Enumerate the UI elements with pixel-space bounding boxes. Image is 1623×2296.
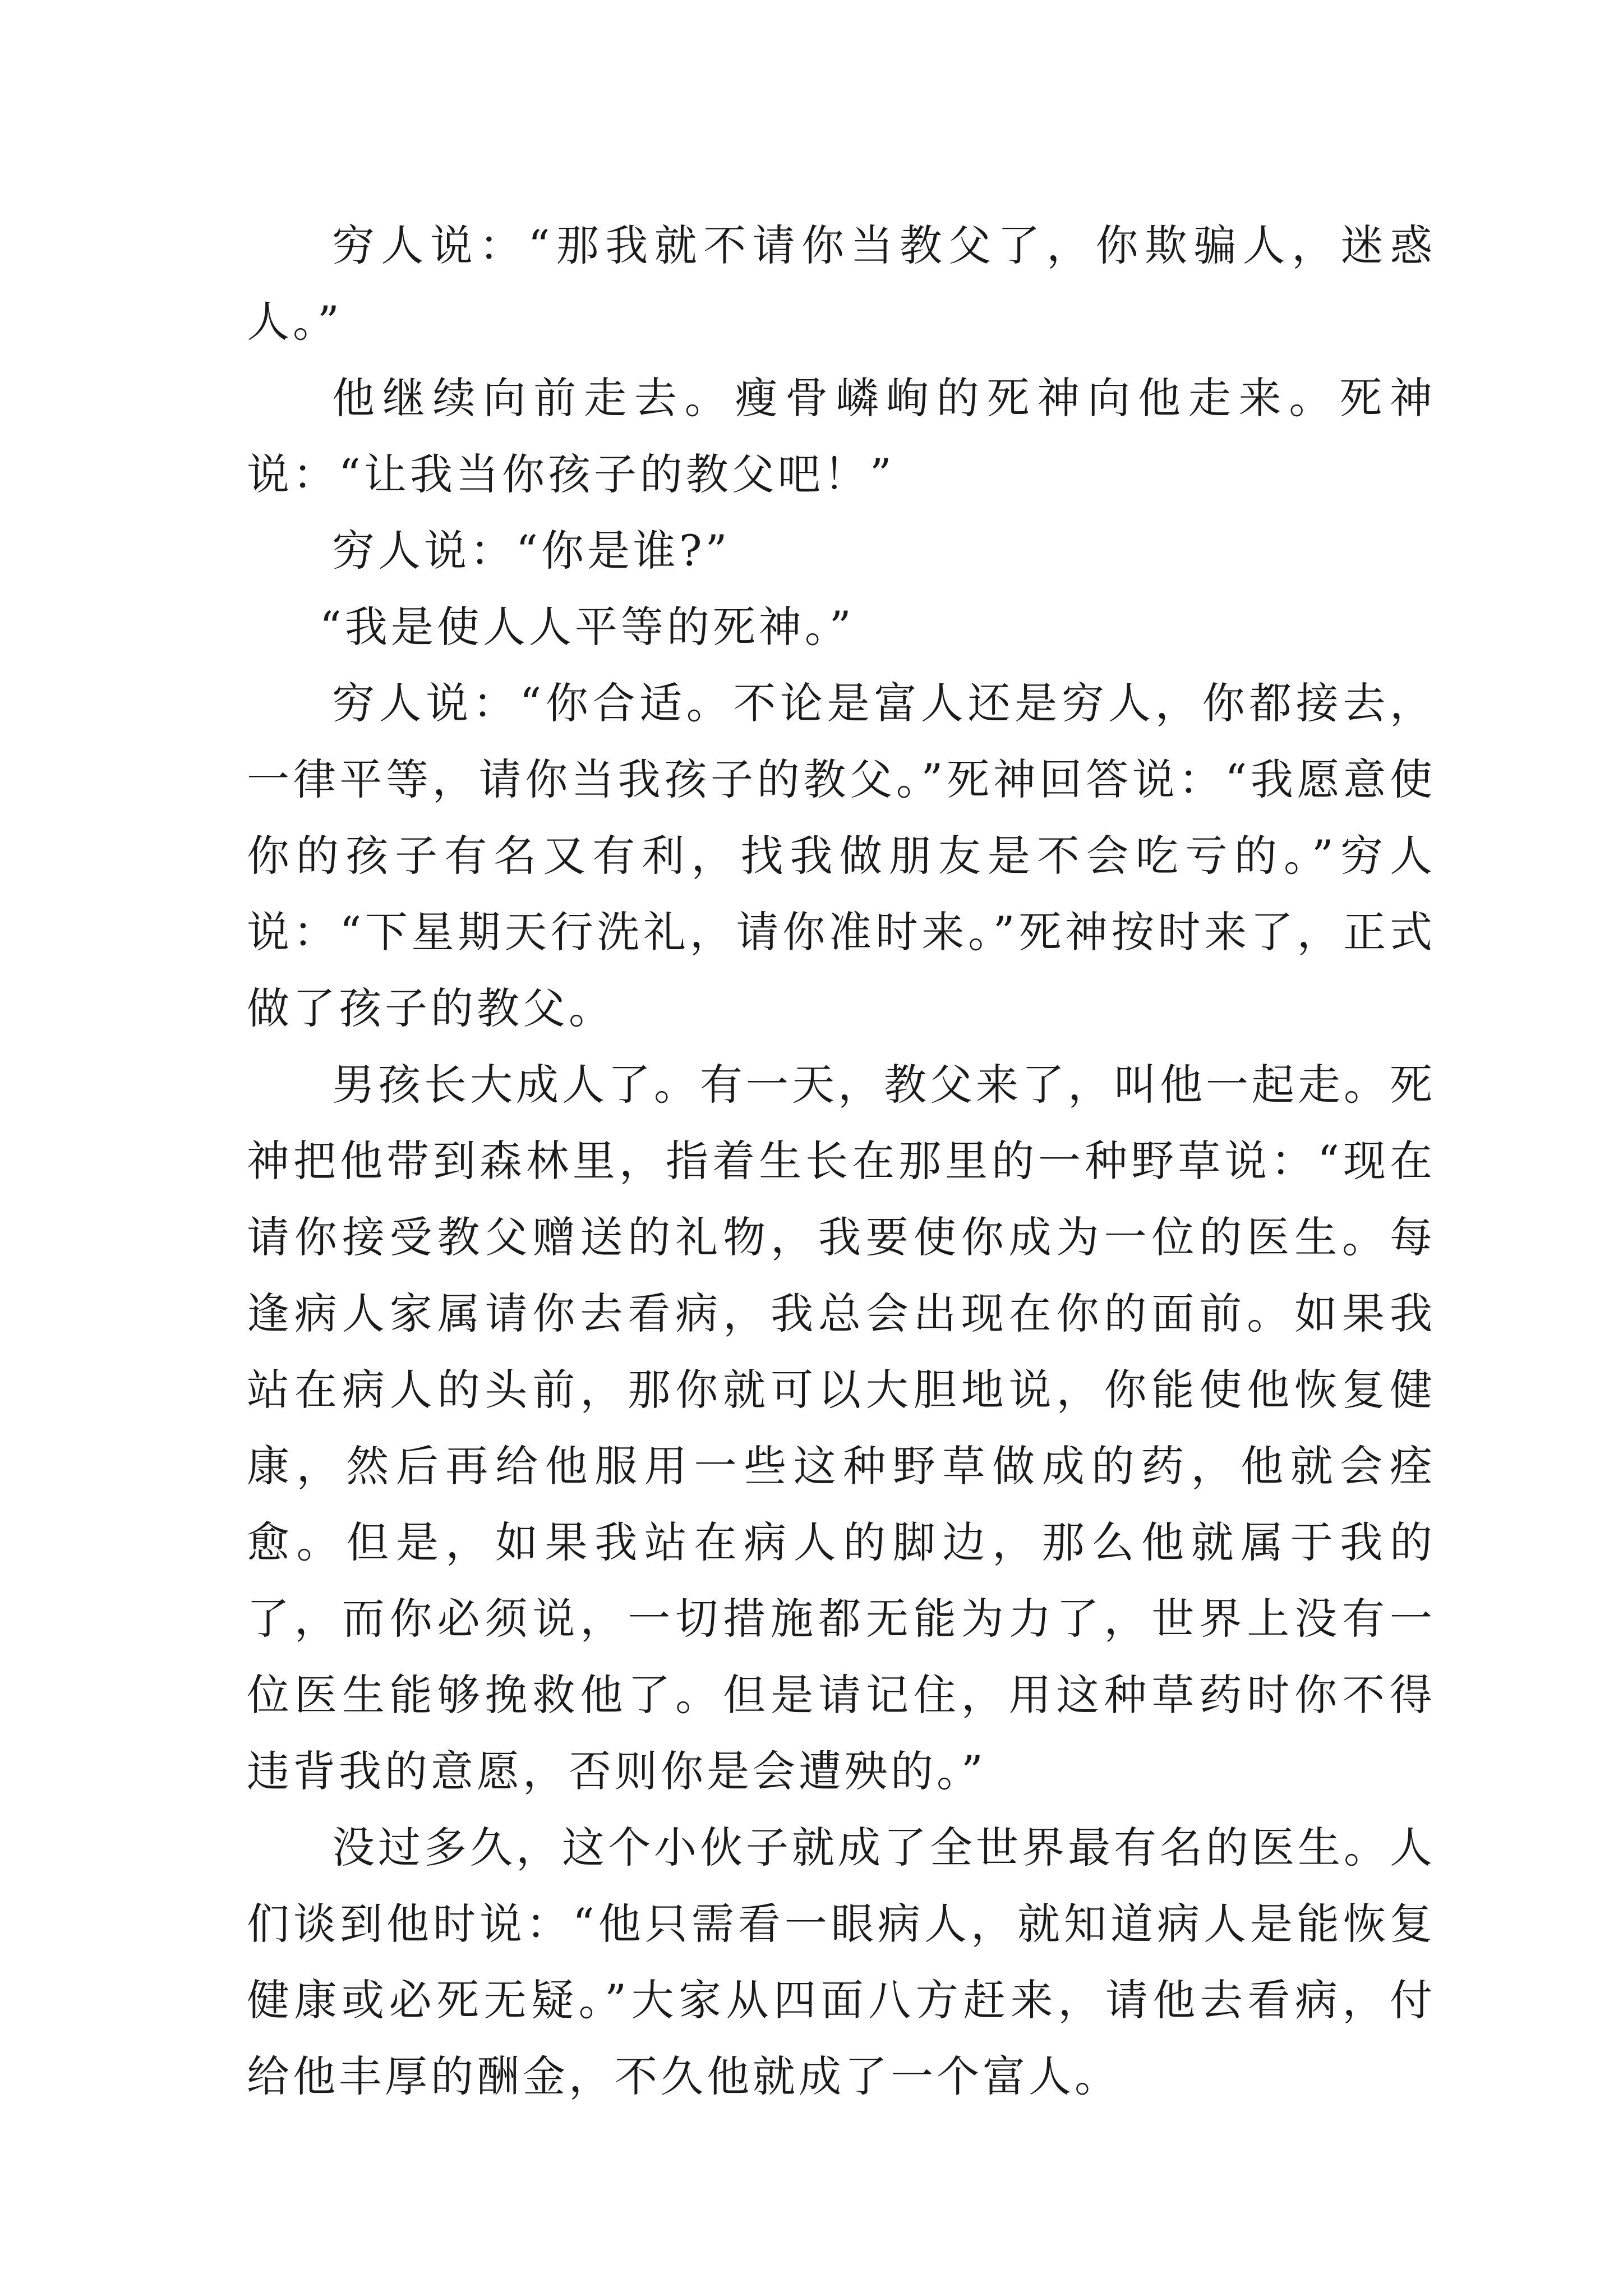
paragraph-6: 男孩长大成人了。有一天，教父来了，叫他一起走。死神把他带到森林里，指着生长在那里的一种野草说：“现在请你接受教父赠送的礼物，我要使你成为一位的医生。每逢病人家属请你去看病，我总会出现在你的面前。如果我站在病人的头前，那你就可以大胆地说，你能使他恢复健康，然后再给他服用一些这种野草做成的药，他就会痊愈。但是，如果我站在病人的脚边，那么他就属于我的了，而你必须说，一切措施都无能为力了，世界上没有一位医生能够挽救他了。但是请记住，用这种草药时你不得违背我的意愿，否则你是会遭殃的。”	[247, 1060, 1436, 1796]
paragraph-4: “我是使人人平等的死神。”	[320, 602, 855, 652]
paragraph-5: 穷人说：“你合适。不论是富人还是穷人，你都接去，一律平等，请你当我孩子的教父。”死神回答说：“我愿意使你的孩子有名又有利，找我做朋友是不会吃亏的。”穷人说：“下星期天行洗礼，请你准时来。”死神按时来了，正式做了孩子的教父。	[247, 678, 1436, 1033]
body-text	[247, 208, 1436, 2115]
paragraph-7: 没过多久，这个小伙子就成了全世界最有名的医生。人们谈到他时说：“他只需看一眼病人，就知道病人是能恢复健康或必死无疑。”大家从四面八方赶来，请他去看病，付给他丰厚的酬金，不久他就成了一个富人。	[247, 1823, 1436, 2101]
paragraph-3: 穷人说：“你是谁?”	[332, 526, 731, 576]
paragraph-1: 穷人说：“那我就不请你当教父了，你欺骗人，迷惑人。”	[247, 220, 1436, 347]
paragraph-2: 他继续向前走去。瘦骨嶙峋的死神向他走来。死神说：“让我当你孩子的教父吧！”	[247, 373, 1436, 499]
